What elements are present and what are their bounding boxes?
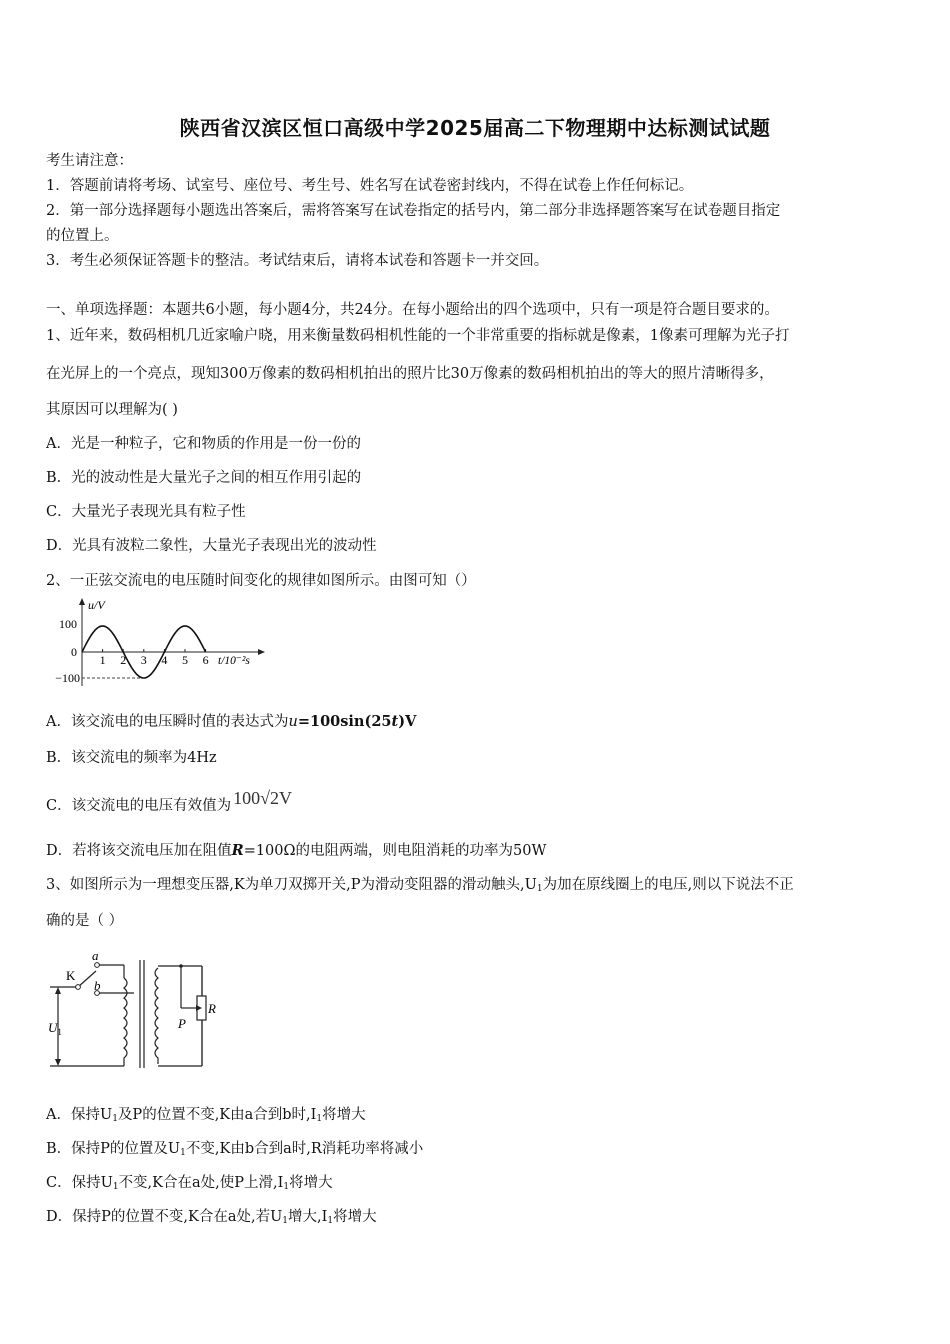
q2-option-d: D．若将该交流电压加在阻值R=100Ω的电阻两端，则电阻消耗的功率为50W bbox=[46, 842, 547, 859]
primary-coil bbox=[124, 978, 127, 1066]
q2-option-a: A．该交流电的电压瞬时值的表达式为u=100sin(25t)V bbox=[46, 713, 417, 730]
q2-option-c: C．该交流电的电压有效值为 100√2V bbox=[46, 788, 292, 814]
q1-stem-line3: 其原因可以理解为( ) bbox=[46, 402, 178, 418]
u1-arrow-bottom bbox=[55, 1059, 61, 1066]
y-tick-label-min: −100 bbox=[55, 671, 80, 685]
section-heading: 一、单项选择题：本题共6小题，每小题4分，共24分。在每小题给出的四个选项中，只有一项是符合题目要求的。 bbox=[46, 302, 779, 318]
label-P: P bbox=[178, 1016, 186, 1031]
transformer-circuit-diagram bbox=[44, 946, 224, 1072]
label-U1: $U_1$ bbox=[48, 1020, 62, 1037]
q3-option-c: C．保持$U_1$不变,K合在a处,使P上滑$,I_1$将增大 bbox=[46, 1175, 333, 1192]
y-tick-label-zero: 0 bbox=[71, 645, 77, 659]
x-tick-label-5: 5 bbox=[182, 653, 188, 667]
q1-stem-line2: 在光屏上的一个亮点，现知300万像素的数码相机拍出的照片比30万像素的数码相机拍出的等大的照片清晰得多， bbox=[46, 366, 774, 382]
y-axis-arrow bbox=[79, 598, 85, 605]
x-tick-label-3: 3 bbox=[140, 653, 147, 667]
q1-option-b: B．光的波动性是大量光子之间的相互作用引起的 bbox=[46, 470, 362, 486]
junction-top bbox=[179, 964, 183, 968]
sqrt-expression: 100√2V bbox=[233, 788, 292, 808]
notice-item-2-cont: 的位置上。 bbox=[46, 228, 119, 244]
q1-option-d: D．光具有波粒二象性，大量光子表现出光的波动性 bbox=[46, 538, 377, 554]
notice-item-2: 2．第一部分选择题每小题选出答案后，需将答案写在试卷指定的括号内，第二部分非选择题答案写在试卷题目指定 bbox=[46, 203, 781, 219]
q3-option-a: A．保持$U_1$及P的位置不变,K由a合到b时$,I_1$将增大 bbox=[46, 1107, 366, 1124]
x-axis-arrow bbox=[258, 649, 265, 655]
q1-option-a: A．光是一种粒子，它和物质的作用是一份一份的 bbox=[46, 436, 361, 452]
notice-heading: 考生请注意： bbox=[46, 153, 133, 169]
switch-pivot bbox=[76, 985, 81, 990]
label-a: a bbox=[92, 948, 99, 963]
q1-option-c: C．大量光子表现光具有粒子性 bbox=[46, 504, 246, 520]
notice-item-1: 1．答题前请将考场、试室号、座位号、考生号、姓名写在试卷密封线内，不得在试卷上作任何标记。 bbox=[46, 178, 694, 194]
label-b: b bbox=[94, 978, 101, 993]
y-axis-label: u/V bbox=[88, 598, 105, 612]
label-R: R bbox=[208, 1001, 216, 1016]
notice-item-3: 3．考生必须保证答题卡的整洁。考试结束后，请将本试卷和答题卡一并交回。 bbox=[46, 253, 549, 269]
secondary-coil bbox=[155, 968, 158, 1064]
u1-arrow-top bbox=[55, 987, 61, 994]
q3-stem-line2: 确的是（ ） bbox=[46, 913, 124, 929]
page-title: 陕西省汉滨区恒口高级中学2025届高二下物理期中达标测试试题 bbox=[179, 116, 771, 140]
terminal-a bbox=[95, 963, 100, 968]
q2-option-b: B．该交流电的频率为4Hz bbox=[46, 750, 217, 766]
x-tick-label-6: 6 bbox=[202, 653, 209, 667]
label-K: K bbox=[66, 968, 76, 983]
sine-wave-chart bbox=[44, 596, 274, 688]
q3-option-d: D．保持P的位置不变,K合在a处,若$U_1$增大$,I_1$将增大 bbox=[46, 1209, 377, 1226]
q2-stem: 2、一正弦交流电的电压随时间变化的规律如图所示。由图可知（） bbox=[46, 573, 476, 589]
x-tick-label-2: 2 bbox=[120, 653, 127, 667]
q3-option-b: B．保持P的位置及$U_1$不变,K由b合到a时,R消耗功率将减小 bbox=[46, 1141, 424, 1158]
x-axis-label: t/10⁻²s bbox=[218, 655, 250, 667]
q3-stem-line1: 3、如图所示为一理想变压器,K为单刀双掷开关,P为滑动变阻器的滑动触头$,U_1$为加在原线圈上的电压,则以下说法不正 bbox=[46, 877, 794, 894]
q1-stem-line1: 1、近年来，数码相机几近家喻户晓，用来衡量数码相机性能的一个非常重要的指标就是像素，1像素可理解为光子打 bbox=[46, 328, 790, 344]
x-tick-label-1: 1 bbox=[99, 653, 106, 667]
y-tick-label-max: 100 bbox=[59, 617, 77, 631]
x-tick-label-4: 4 bbox=[161, 653, 168, 667]
